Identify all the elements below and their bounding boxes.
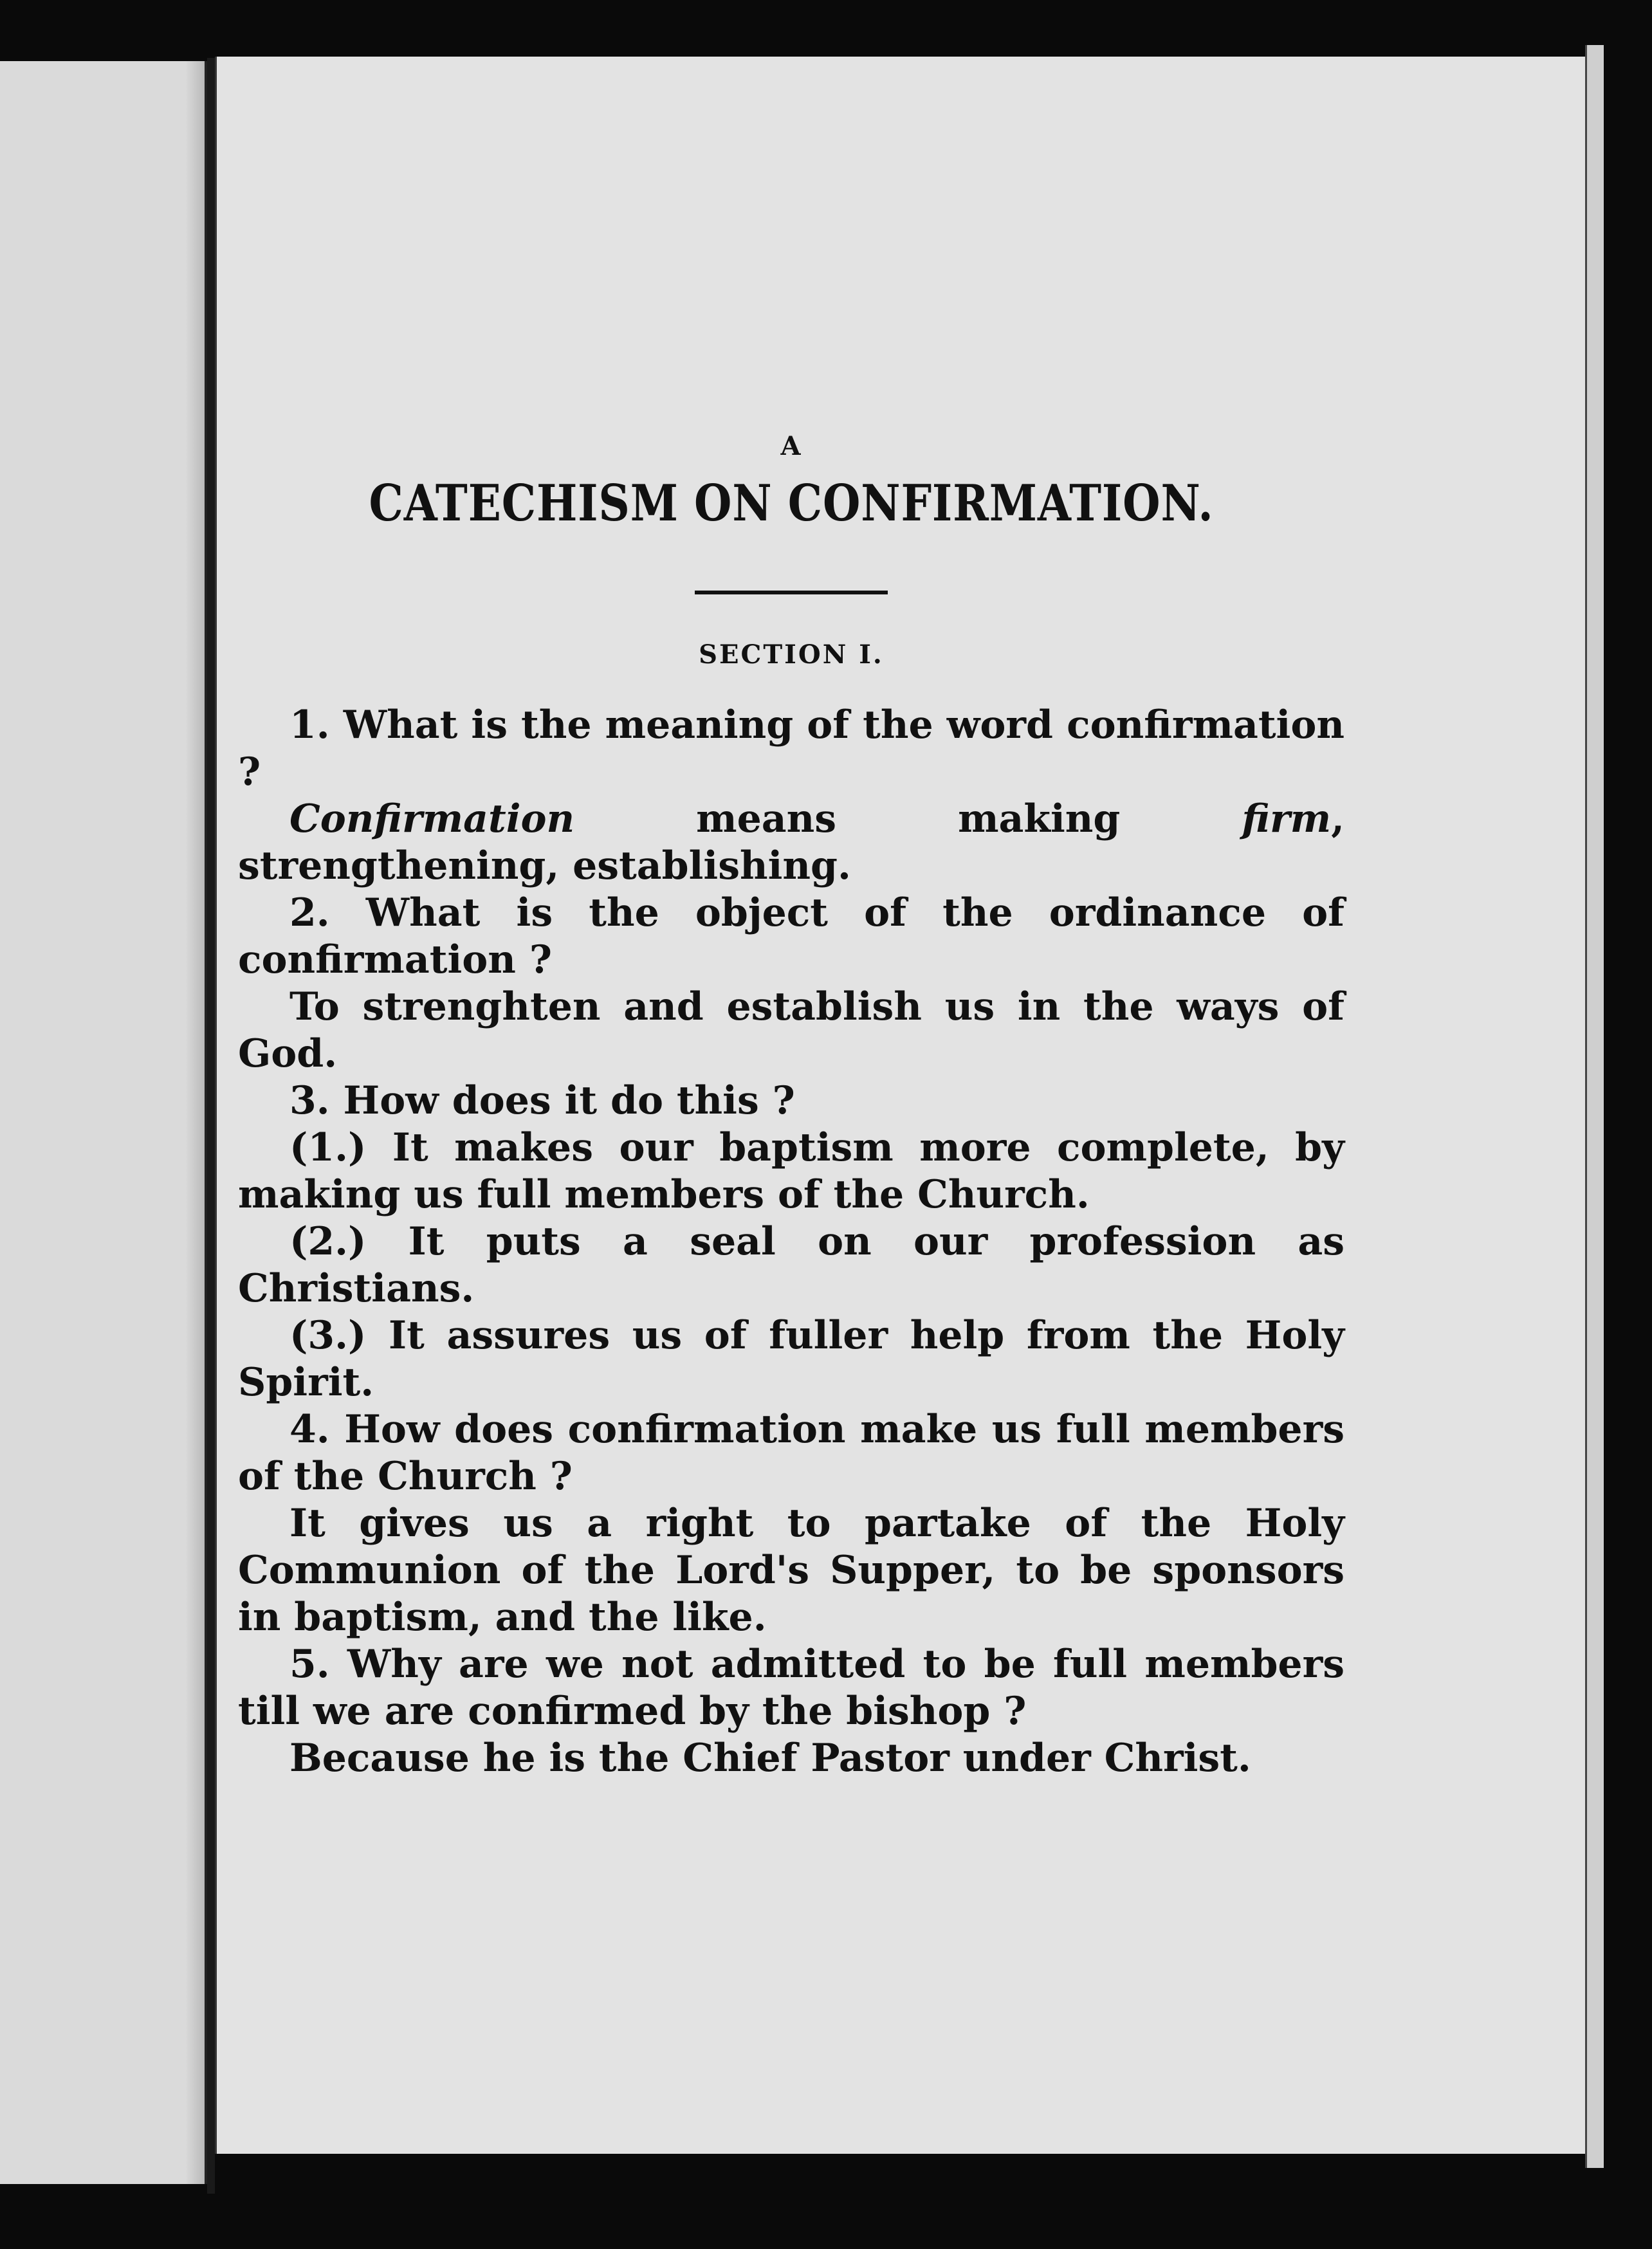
page-title: CATECHISM ON CONFIRMATION. [369, 474, 1214, 533]
left-page-shadow [185, 61, 205, 2184]
question-2: 2. What is the object of the ordinance of confirmation ? [238, 890, 1345, 982]
question-1: 1. What is the meaning of the word confirmation ? [238, 702, 1345, 794]
answer-1 [238, 796, 1345, 890]
answer-1-emph-confirmation: Confirmation [289, 796, 575, 841]
page-edge [1585, 45, 1604, 2168]
book-spine [207, 58, 215, 2194]
question-5: 5. Why are we not admitted to be full members till we are confirmed by the bishop ? [238, 1642, 1345, 1734]
answer-3-part-1: (1.) It makes our baptism more complete, by making us full members of the Church. [238, 1125, 1345, 1217]
answer-3-part-2: (2.) It puts a seal on our profession as Christians. [238, 1219, 1345, 1311]
left-page [0, 61, 207, 2184]
page-content [238, 360, 1345, 1782]
answer-5: Because he is the Chief Pastor under Christ. [289, 1736, 1251, 1781]
answer-4: It gives us a right to partake of the Holy Communion of the Lord's Supper, to be sponsors in baptism, and the like. [238, 1501, 1345, 1640]
answer-1-post: , strengthening, establishing. [238, 796, 1345, 888]
answer-1-mid: means making [574, 796, 1242, 841]
title-rule [695, 591, 888, 594]
answer-1-emph-firm: firm [1242, 796, 1332, 841]
question-3: 3. How does it do this ? [289, 1078, 795, 1123]
question-4: 4. How does confirmation make us full members of the Church ? [238, 1407, 1345, 1499]
answer-2: To strenghten and establish us in the ways of God. [238, 984, 1345, 1076]
answer-3-part-3: (3.) It assures us of fuller help from the Holy Spirit. [238, 1313, 1345, 1405]
title-article: A [780, 431, 802, 461]
section-heading: SECTION I. [699, 639, 884, 670]
